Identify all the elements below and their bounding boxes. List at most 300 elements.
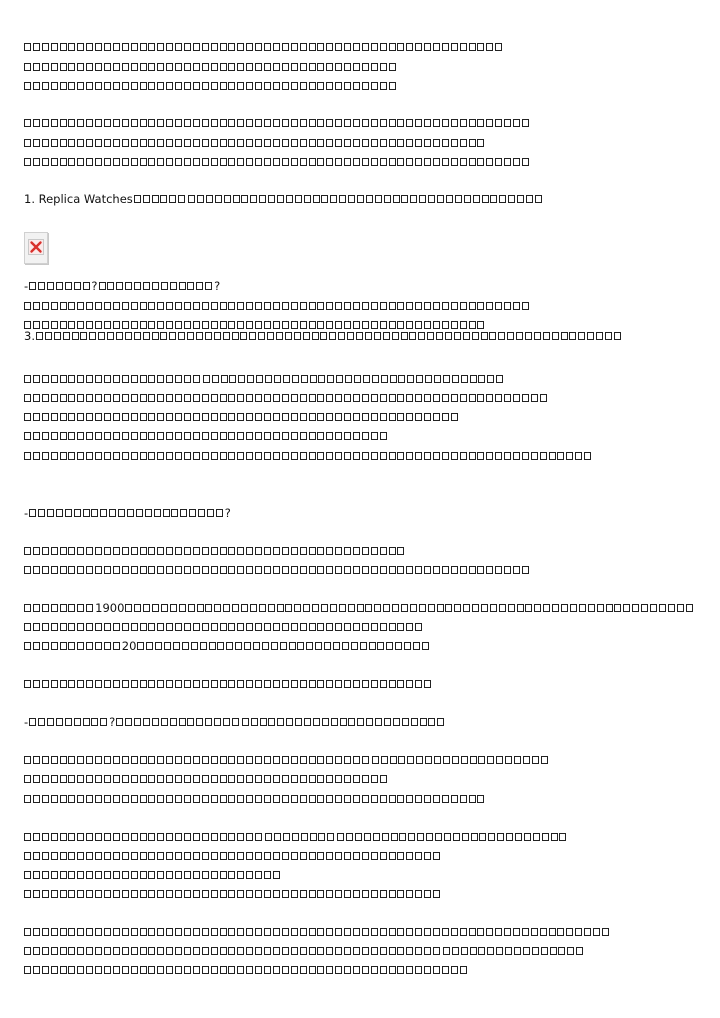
missing-glyph-box	[104, 302, 111, 310]
missing-glyph-box	[122, 375, 129, 383]
missing-glyph-box	[228, 63, 235, 71]
missing-glyph-box	[38, 718, 45, 726]
missing-glyph-box	[220, 82, 227, 90]
missing-glyph-box	[202, 63, 209, 71]
missing-glyph-box	[140, 43, 147, 51]
missing-glyph-box	[371, 119, 378, 127]
missing-glyph-box	[187, 282, 194, 290]
missing-glyph-box	[161, 604, 168, 612]
missing-glyph-box	[309, 119, 316, 127]
missing-glyph-box	[33, 452, 40, 460]
missing-glyph-box	[184, 756, 191, 764]
missing-glyph-box	[140, 775, 147, 783]
missing-glyph-box	[522, 566, 529, 574]
missing-glyph-box	[221, 375, 228, 383]
missing-glyph-box	[326, 623, 333, 631]
missing-glyph-box	[437, 604, 444, 612]
missing-glyph-box	[193, 756, 200, 764]
missing-glyph-box	[371, 63, 378, 71]
missing-glyph-box	[392, 604, 399, 612]
missing-glyph-box	[184, 833, 191, 841]
missing-glyph-box	[362, 890, 369, 898]
missing-glyph-box	[184, 452, 191, 460]
missing-glyph-box	[513, 452, 520, 460]
missing-glyph-box	[444, 833, 451, 841]
missing-glyph-box	[309, 452, 316, 460]
missing-glyph-box	[353, 158, 360, 166]
missing-glyph-box	[566, 928, 573, 936]
text-line	[24, 542, 406, 560]
missing-glyph-box	[424, 947, 431, 955]
missing-glyph-box	[318, 375, 325, 383]
missing-glyph-box	[317, 928, 324, 936]
missing-glyph-box	[477, 43, 484, 51]
missing-glyph-box	[282, 680, 289, 688]
missing-glyph-box	[175, 680, 182, 688]
missing-glyph-box	[344, 119, 351, 127]
missing-glyph-box	[390, 756, 397, 764]
missing-glyph-box	[362, 413, 369, 421]
missing-glyph-box	[406, 43, 413, 51]
missing-glyph-box	[469, 394, 476, 402]
missing-glyph-box	[140, 82, 147, 90]
missing-glyph-box	[551, 833, 558, 841]
missing-glyph-box	[330, 195, 337, 203]
missing-glyph-box	[193, 966, 200, 974]
missing-glyph-box	[77, 432, 84, 440]
missing-glyph-box	[353, 43, 360, 51]
missing-glyph-box	[197, 195, 204, 203]
broken-image-icon	[28, 239, 44, 255]
missing-glyph-box	[326, 119, 333, 127]
missing-glyph-run	[29, 718, 109, 726]
missing-glyph-box	[291, 432, 298, 440]
missing-glyph-box	[255, 680, 262, 688]
missing-glyph-box	[326, 547, 333, 555]
missing-glyph-box	[471, 833, 478, 841]
missing-glyph-box	[309, 158, 316, 166]
missing-glyph-box	[211, 452, 218, 460]
missing-glyph-box	[428, 195, 435, 203]
missing-glyph-box	[77, 890, 84, 898]
missing-glyph-box	[104, 452, 111, 460]
missing-glyph-box	[380, 775, 387, 783]
missing-glyph-box	[134, 604, 141, 612]
missing-glyph-box	[157, 623, 164, 631]
missing-glyph-box	[371, 623, 378, 631]
missing-glyph-box	[371, 966, 378, 974]
missing-glyph-box	[338, 332, 345, 340]
missing-glyph-box	[223, 604, 230, 612]
missing-glyph-box	[175, 302, 182, 310]
missing-glyph-box	[145, 509, 152, 517]
missing-glyph-box	[273, 680, 280, 688]
missing-glyph-box	[211, 795, 218, 803]
missing-glyph-box	[371, 928, 378, 936]
missing-glyph-box	[143, 282, 150, 290]
missing-glyph-box	[344, 928, 351, 936]
missing-glyph-box	[143, 195, 150, 203]
missing-glyph-box	[77, 158, 84, 166]
missing-glyph-box	[86, 680, 93, 688]
missing-glyph-box	[164, 642, 171, 650]
missing-glyph-box	[344, 452, 351, 460]
missing-glyph-box	[255, 833, 262, 841]
missing-glyph-box	[33, 871, 40, 879]
missing-glyph-box	[189, 509, 196, 517]
missing-glyph-box	[289, 642, 296, 650]
missing-glyph-box	[389, 63, 396, 71]
missing-glyph-box	[244, 642, 251, 650]
missing-glyph-box	[77, 82, 84, 90]
missing-glyph-box	[285, 332, 292, 340]
missing-glyph-box	[425, 756, 432, 764]
missing-glyph-box	[451, 413, 458, 421]
missing-glyph-box	[122, 623, 129, 631]
missing-glyph-box	[317, 775, 324, 783]
missing-glyph-box	[427, 332, 434, 340]
missing-glyph-box	[291, 158, 298, 166]
missing-glyph-box	[381, 756, 388, 764]
missing-glyph-box	[202, 139, 209, 147]
missing-glyph-box	[531, 394, 538, 402]
missing-glyph-box	[211, 43, 218, 51]
missing-glyph-box	[507, 332, 514, 340]
missing-glyph-box	[42, 604, 49, 612]
missing-glyph-box	[516, 332, 523, 340]
missing-glyph-box	[522, 394, 529, 402]
missing-glyph-box	[424, 928, 431, 936]
missing-glyph-box	[304, 195, 311, 203]
missing-glyph-box	[241, 195, 248, 203]
missing-glyph-box	[60, 890, 67, 898]
missing-glyph-box	[140, 795, 147, 803]
missing-glyph-box	[51, 452, 58, 460]
missing-glyph-box	[478, 947, 485, 955]
missing-glyph-box	[392, 332, 399, 340]
missing-glyph-box	[258, 332, 265, 340]
missing-glyph-box	[148, 680, 155, 688]
missing-glyph-box	[220, 158, 227, 166]
missing-glyph-box	[300, 302, 307, 310]
missing-glyph-box	[282, 302, 289, 310]
missing-glyph-box	[312, 604, 319, 612]
missing-glyph-box	[264, 158, 271, 166]
missing-glyph-box	[157, 302, 164, 310]
missing-glyph-box	[184, 566, 191, 574]
missing-glyph-box	[33, 119, 40, 127]
missing-glyph-box	[415, 966, 422, 974]
missing-glyph-box	[422, 642, 429, 650]
missing-glyph-box	[60, 302, 67, 310]
missing-glyph-box	[297, 642, 304, 650]
missing-glyph-box	[157, 680, 164, 688]
missing-glyph-box	[60, 547, 67, 555]
missing-glyph-box	[433, 394, 440, 402]
missing-glyph-box	[326, 432, 333, 440]
missing-glyph-box	[365, 332, 372, 340]
missing-glyph-box	[401, 332, 408, 340]
missing-glyph-box	[77, 756, 84, 764]
missing-glyph-box	[220, 852, 227, 860]
missing-glyph-box	[127, 509, 134, 517]
missing-glyph-box	[51, 375, 58, 383]
missing-glyph-box	[397, 547, 404, 555]
missing-glyph-box	[157, 566, 164, 574]
missing-glyph-box	[220, 623, 227, 631]
missing-glyph-box	[157, 547, 164, 555]
missing-glyph-box	[60, 928, 67, 936]
missing-glyph-box	[95, 413, 102, 421]
missing-glyph-box	[531, 928, 538, 936]
missing-glyph-box	[487, 375, 494, 383]
missing-glyph-box	[371, 795, 378, 803]
missing-glyph-box	[184, 890, 191, 898]
missing-glyph-run	[24, 795, 486, 803]
missing-glyph-box	[371, 452, 378, 460]
missing-glyph-box	[220, 302, 227, 310]
missing-glyph-box	[202, 302, 209, 310]
missing-glyph-box	[77, 43, 84, 51]
missing-glyph-box	[390, 375, 397, 383]
missing-glyph-box	[317, 890, 324, 898]
missing-glyph-box	[433, 139, 440, 147]
missing-glyph-box	[540, 394, 547, 402]
missing-glyph-box	[148, 890, 155, 898]
missing-glyph-box	[380, 139, 387, 147]
missing-glyph-box	[291, 852, 298, 860]
text-line	[24, 389, 549, 407]
missing-glyph-box	[362, 119, 369, 127]
missing-glyph-box	[175, 756, 182, 764]
missing-glyph-box	[113, 43, 120, 51]
missing-glyph-box	[451, 928, 458, 936]
missing-glyph-box	[433, 890, 440, 898]
missing-glyph-box	[255, 928, 262, 936]
missing-glyph-box	[399, 833, 406, 841]
missing-glyph-box	[300, 43, 307, 51]
missing-glyph-box	[157, 775, 164, 783]
missing-glyph-box	[312, 332, 319, 340]
missing-glyph-box	[237, 871, 244, 879]
missing-glyph-box	[166, 947, 173, 955]
missing-glyph-box	[131, 43, 138, 51]
text-line	[24, 190, 544, 208]
missing-glyph-box	[300, 413, 307, 421]
missing-glyph-box	[33, 756, 40, 764]
missing-glyph-box	[300, 566, 307, 574]
missing-glyph-run	[125, 604, 694, 612]
missing-glyph-box	[566, 452, 573, 460]
missing-glyph-box	[320, 332, 327, 340]
missing-glyph-box	[495, 394, 502, 402]
missing-glyph-box	[60, 623, 67, 631]
missing-glyph-box	[433, 966, 440, 974]
missing-glyph-box	[309, 413, 316, 421]
missing-glyph-box	[74, 718, 81, 726]
missing-glyph-box	[291, 119, 298, 127]
missing-glyph-box	[122, 394, 129, 402]
missing-glyph-box	[33, 566, 40, 574]
missing-glyph-box	[451, 43, 458, 51]
missing-glyph-box	[237, 394, 244, 402]
missing-glyph-box	[211, 871, 218, 879]
missing-glyph-box	[418, 332, 425, 340]
missing-glyph-box	[309, 890, 316, 898]
missing-glyph-box	[157, 928, 164, 936]
missing-glyph-box	[77, 928, 84, 936]
missing-glyph-box	[353, 413, 360, 421]
missing-glyph-box	[220, 547, 227, 555]
missing-glyph-box	[273, 756, 280, 764]
missing-glyph-run	[24, 604, 95, 612]
missing-glyph-box	[504, 394, 511, 402]
missing-glyph-box	[237, 452, 244, 460]
missing-glyph-box	[140, 852, 147, 860]
missing-glyph-box	[344, 547, 351, 555]
missing-glyph-box	[60, 452, 67, 460]
missing-glyph-box	[148, 375, 155, 383]
missing-glyph-box	[469, 795, 476, 803]
missing-glyph-box	[157, 452, 164, 460]
missing-glyph-box	[131, 139, 138, 147]
missing-glyph-box	[326, 413, 333, 421]
missing-glyph-box	[246, 158, 253, 166]
missing-glyph-box	[68, 604, 75, 612]
missing-glyph-box	[237, 158, 244, 166]
missing-glyph-box	[668, 604, 675, 612]
missing-glyph-box	[113, 63, 120, 71]
missing-glyph-box	[113, 928, 120, 936]
missing-glyph-box	[495, 43, 502, 51]
missing-glyph-box	[513, 119, 520, 127]
missing-glyph-box	[175, 375, 182, 383]
missing-glyph-box	[317, 63, 324, 71]
missing-glyph-box	[575, 452, 582, 460]
missing-glyph-box	[33, 63, 40, 71]
missing-glyph-box	[157, 966, 164, 974]
missing-glyph-box	[24, 119, 31, 127]
missing-glyph-box	[469, 139, 476, 147]
missing-glyph-box	[193, 623, 200, 631]
missing-glyph-box	[344, 302, 351, 310]
missing-glyph-box	[175, 871, 182, 879]
missing-glyph-box	[122, 119, 129, 127]
missing-glyph-box	[659, 604, 666, 612]
missing-glyph-box	[433, 852, 440, 860]
missing-glyph-box	[273, 43, 280, 51]
missing-glyph-box	[166, 852, 173, 860]
missing-glyph-box	[460, 302, 467, 310]
missing-glyph-box	[228, 680, 235, 688]
missing-glyph-box	[535, 195, 542, 203]
missing-glyph-box	[175, 890, 182, 898]
missing-glyph-box	[122, 158, 129, 166]
missing-glyph-box	[113, 642, 120, 650]
text-line	[24, 504, 232, 522]
missing-glyph-box	[264, 43, 271, 51]
missing-glyph-box	[514, 756, 521, 764]
missing-glyph-box	[175, 566, 182, 574]
missing-glyph-box	[371, 82, 378, 90]
missing-glyph-box	[47, 718, 54, 726]
missing-glyph-box	[300, 452, 307, 460]
missing-glyph-box	[140, 871, 147, 879]
missing-glyph-box	[255, 566, 262, 574]
missing-glyph-box	[104, 852, 111, 860]
missing-glyph-box	[273, 394, 280, 402]
missing-glyph-box	[86, 119, 93, 127]
missing-glyph-box	[460, 43, 467, 51]
missing-glyph-box	[504, 119, 511, 127]
missing-glyph-box	[60, 642, 67, 650]
missing-glyph-box	[122, 43, 129, 51]
missing-glyph-box	[24, 833, 31, 841]
missing-glyph-box	[347, 332, 354, 340]
missing-glyph-box	[202, 43, 209, 51]
missing-glyph-box	[33, 947, 40, 955]
missing-glyph-box	[113, 302, 120, 310]
missing-glyph-box	[95, 871, 102, 879]
missing-glyph-box	[148, 452, 155, 460]
missing-glyph-box	[310, 833, 317, 841]
missing-glyph-box	[211, 947, 218, 955]
missing-glyph-box	[166, 566, 173, 574]
missing-glyph-box	[588, 604, 595, 612]
missing-glyph-box	[148, 432, 155, 440]
missing-glyph-box	[152, 195, 159, 203]
missing-glyph-box	[205, 718, 212, 726]
missing-glyph-box	[95, 642, 102, 650]
missing-glyph-box	[169, 195, 176, 203]
missing-glyph-box	[246, 890, 253, 898]
missing-glyph-box	[335, 119, 342, 127]
missing-glyph-box	[424, 890, 431, 898]
missing-glyph-box	[267, 332, 274, 340]
missing-glyph-box	[193, 375, 200, 383]
missing-glyph-box	[247, 375, 254, 383]
missing-glyph-box	[424, 680, 431, 688]
missing-glyph-box	[202, 432, 209, 440]
missing-glyph-box	[122, 795, 129, 803]
missing-glyph-box	[175, 623, 182, 631]
missing-glyph-box	[373, 833, 380, 841]
missing-glyph-box	[362, 795, 369, 803]
missing-glyph-box	[532, 947, 539, 955]
missing-glyph-box	[193, 158, 200, 166]
missing-glyph-box	[113, 947, 120, 955]
missing-glyph-box	[237, 302, 244, 310]
missing-glyph-box	[131, 63, 138, 71]
missing-glyph-box	[386, 642, 393, 650]
text-line	[24, 713, 446, 731]
missing-glyph-box	[389, 966, 396, 974]
missing-glyph-box	[131, 547, 138, 555]
missing-glyph-box	[300, 623, 307, 631]
missing-glyph-box	[68, 43, 75, 51]
missing-glyph-box	[415, 158, 422, 166]
missing-glyph-box	[477, 302, 484, 310]
missing-glyph-box	[228, 394, 235, 402]
missing-glyph-box	[60, 63, 67, 71]
missing-glyph-box	[495, 566, 502, 574]
missing-glyph-box	[255, 413, 262, 421]
missing-glyph-box	[365, 604, 372, 612]
missing-glyph-box	[42, 413, 49, 421]
missing-glyph-box	[68, 452, 75, 460]
missing-glyph-box	[408, 833, 415, 841]
missing-glyph-box	[273, 890, 280, 898]
